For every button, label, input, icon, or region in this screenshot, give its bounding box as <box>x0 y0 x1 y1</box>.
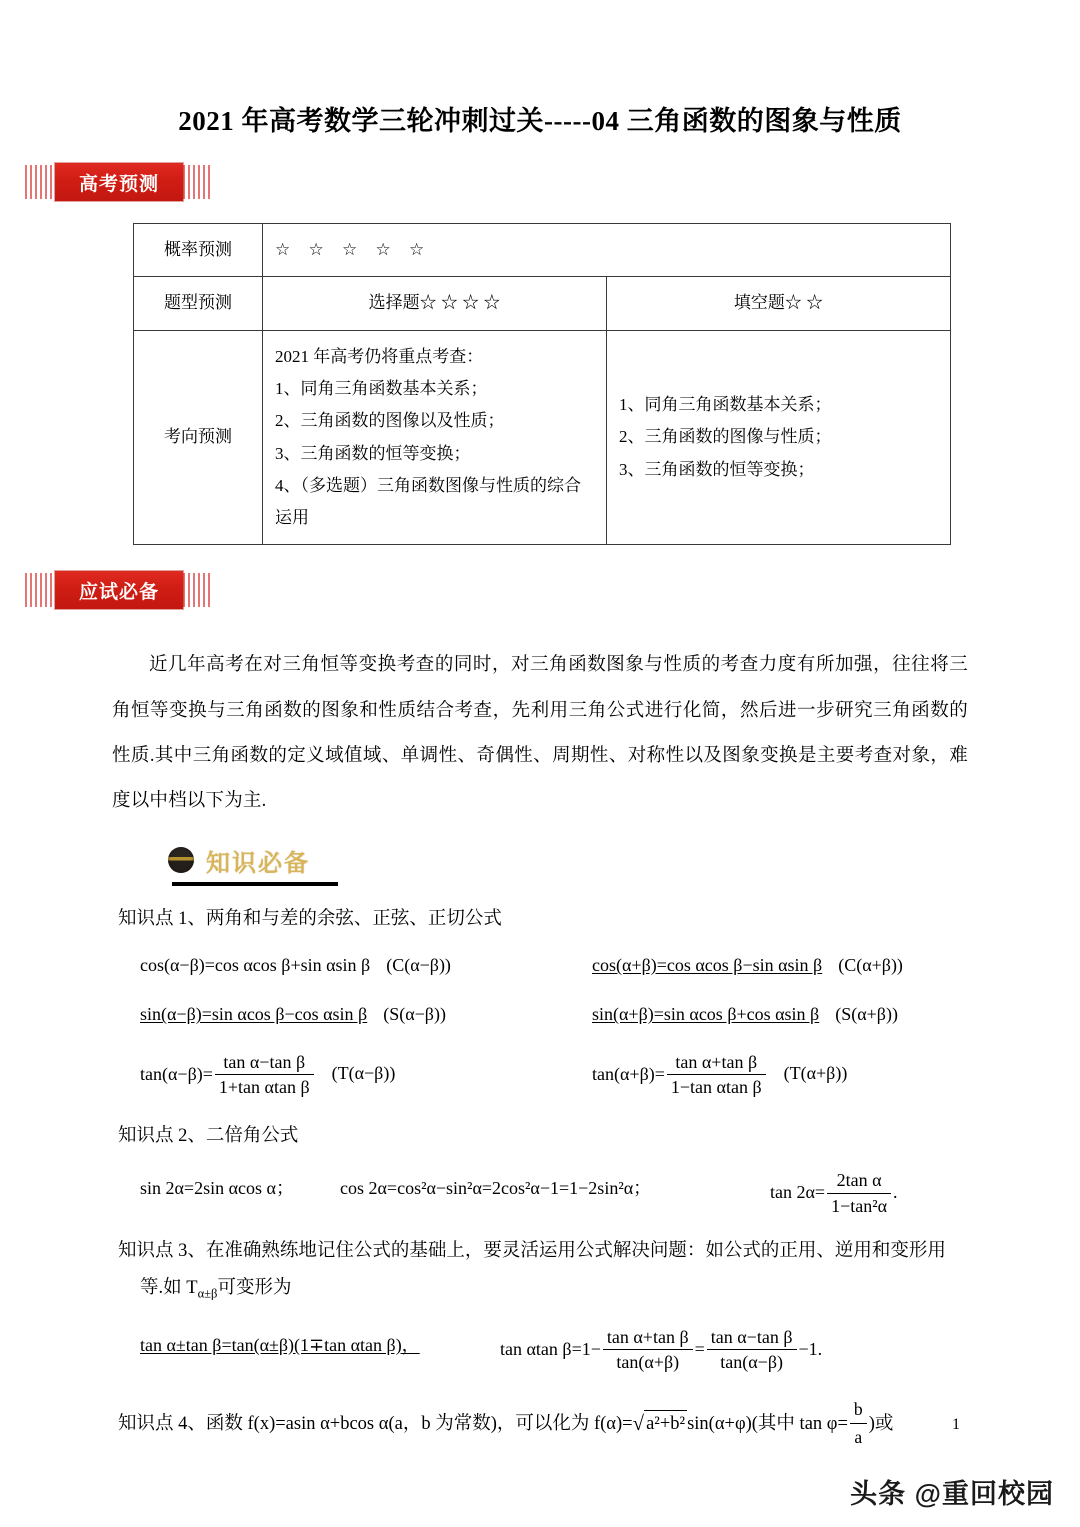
ribbon-stripes-right-icon <box>183 165 213 199</box>
kp2-formula-row <box>118 1168 1080 1218</box>
list-item: 4、（多选题）三角函数图像与性质的综合运用 <box>275 475 581 528</box>
kp3-heading-line2-post: 可变形为 <box>217 1278 292 1299</box>
knowledge-section-header <box>168 843 338 886</box>
essentials-badge-row <box>0 545 1080 609</box>
formula-tan-minus-tag: (T(α−β)) <box>331 1063 396 1084</box>
formula-tan2a-lhs: tan 2α= <box>770 1182 826 1203</box>
formula-tan-product-end: −1. <box>798 1338 823 1359</box>
list-item: 1、同角三角函数基本关系； <box>619 395 832 415</box>
cell-direction-label: 考向预测 <box>134 330 263 545</box>
kp1-formula-row-sin <box>118 994 1080 1035</box>
kp4-fraction <box>850 1396 867 1450</box>
kp1-formula-row-cos <box>118 945 1080 986</box>
knowledge-point-1 <box>0 902 1080 1100</box>
fraction-denominator: 1−tan αtan β <box>667 1074 766 1099</box>
table-row <box>134 277 951 330</box>
fraction-denominator: 1−tan²α <box>827 1193 891 1218</box>
kp3-heading-subscript: α±β <box>197 1286 218 1301</box>
formula-sin2a: sin 2α=2sin αcos α； <box>140 1178 294 1199</box>
formula-tan-plus <box>592 1050 1080 1100</box>
formula-cos2a: cos 2α=cos²α−sin²α=2cos²α−1=1−2sin²α； <box>340 1178 652 1199</box>
knowledge-point-2 <box>0 1119 1080 1218</box>
formula-cos-plus-tag: (C(α+β)) <box>838 954 903 975</box>
fraction-numerator: tan α+tan β <box>606 1326 689 1347</box>
formula-cos-minus-tag: (C(α−β)) <box>386 954 451 975</box>
cell-probability-stars: ☆ ☆ ☆ ☆ ☆ <box>263 224 951 277</box>
fraction-denominator: tan(α−β) <box>707 1349 797 1374</box>
fraction-denominator: tan(α+β) <box>603 1349 693 1374</box>
ribbon-stripes-left-icon <box>25 165 55 199</box>
page-number: 1 <box>952 1416 960 1433</box>
badge-exam-essentials-label: 应试必备 <box>55 571 183 609</box>
kp3-heading-line1: 知识点 3、在准确熟练地记住公式的基础上，要灵活运用公式解决问题：如公式的正用、逆用和变形用 <box>118 1240 946 1261</box>
formula-tan-sum-variant-expr: tan α±tan β=tan(α±β)(1∓tan αtan β)， <box>140 1334 420 1355</box>
prediction-table <box>133 223 951 545</box>
formula-tan-product-fraction-1 <box>603 1325 693 1375</box>
formula-tan-product-fraction-2 <box>707 1325 797 1375</box>
table-row <box>134 330 951 545</box>
fraction-denominator: 1+tan αtan β <box>215 1074 314 1099</box>
formula-sin-plus <box>592 994 1080 1035</box>
formula-tan2a-period: . <box>893 1182 898 1203</box>
formula-cos-plus-expr: cos(α+β)=cos αcos β−sin αsin β <box>592 954 823 975</box>
kp2-heading: 知识点 2、二倍角公式 <box>118 1126 299 1147</box>
kp3-formula-row <box>118 1325 1080 1375</box>
list-item: 3、三角函数的恒等变换； <box>619 459 815 479</box>
cell-choice-items <box>263 330 607 545</box>
formula-tan-plus-tag: (T(α+β)) <box>783 1063 848 1084</box>
cell-question-type-choice: 选择题☆ ☆ ☆ ☆ <box>263 277 607 330</box>
formula-tan-plus-fraction <box>667 1050 766 1100</box>
knowledge-underline-divider <box>172 882 338 886</box>
formula-cos-minus <box>140 945 592 986</box>
formula-tan2a-fraction <box>827 1168 891 1218</box>
kp4-pre: 知识点 4、函数 f(x)=asin α+bcos α(a，b 为常数)，可以化为 f(α)= <box>118 1414 633 1435</box>
list-item: 2021 年高考仍将重点考查： <box>275 346 484 366</box>
table-row <box>134 224 951 277</box>
knowledge-point-4 <box>0 1396 1080 1450</box>
badge-exam-essentials <box>25 571 213 609</box>
page-title: 2021 年高考数学三轮冲刺过关-----04 三角函数的图象与性质 <box>178 106 902 136</box>
ribbon-stripes-left-icon <box>25 573 55 607</box>
list-item: 1、同角三角函数基本关系； <box>275 378 488 398</box>
fraction-numerator: b <box>853 1399 863 1420</box>
prediction-badge-row <box>0 139 1080 201</box>
list-item: 2、三角函数的图像与性质； <box>619 427 832 447</box>
fraction-numerator: tan α−tan β <box>223 1051 306 1072</box>
formula-tan-minus <box>140 1050 592 1100</box>
kp1-formula-row-tan <box>118 1050 1080 1100</box>
ribbon-stripes-right-icon <box>183 573 213 607</box>
formula-cos-plus <box>592 945 1080 986</box>
cell-question-type-label: 题型预测 <box>134 277 263 330</box>
essay-paragraph: 近几年高考在对三角恒等变换考查的同时，对三角函数图象与性质的考查力度有所加强，往往将三角恒等变换与三角函数的图象和性质结合考查，先利用三角公式进行化简，然后进一步研究三角函数的性质.其中三角函数的定义域值域、单调性、奇偶性、周期性、对称性以及图象变换是主要考查对象，难度以中档以下为主. <box>112 655 968 812</box>
formula-sin-minus-tag: (S(α−β)) <box>383 1004 446 1025</box>
fraction-numerator: tan α−tan β <box>710 1326 793 1347</box>
badge-prediction <box>25 163 213 201</box>
formula-cos-minus-expr: cos(α−β)=cos αcos β+sin αsin β <box>140 954 371 975</box>
dark-circle-icon <box>168 847 194 873</box>
formula-sin-minus-expr: sin(α−β)=sin αcos β−cos αsin β <box>140 1004 368 1025</box>
cell-probability-label: 概率预测 <box>134 224 263 277</box>
cell-question-type-fill: 填空题☆ ☆ <box>607 277 951 330</box>
kp4-post: )或 <box>868 1414 894 1435</box>
badge-prediction-label: 高考预测 <box>55 163 183 201</box>
knowledge-section-title: 知识必备 <box>206 849 310 877</box>
formula-tan2a <box>770 1168 898 1218</box>
formula-tan-product-variant <box>500 1325 822 1375</box>
knowledge-point-3 <box>0 1234 1080 1374</box>
formula-sin-minus <box>140 994 592 1035</box>
kp4-heading <box>118 1396 984 1450</box>
sqrt-radicand: a²+b² <box>644 1410 687 1439</box>
sqrt-icon <box>633 1410 687 1439</box>
fraction-numerator: 2tan α <box>836 1170 882 1191</box>
formula-tan-minus-lhs: tan(α−β)= <box>140 1063 213 1084</box>
formula-tan-product-lhs: tan αtan β=1− <box>500 1338 601 1359</box>
list-item: 2、三角函数的图像以及性质； <box>275 411 505 431</box>
kp3-heading-line2-pre: 等.如 T <box>140 1278 198 1299</box>
list-item: 3、三角函数的恒等变换； <box>275 443 471 463</box>
cell-fill-items <box>607 330 951 545</box>
formula-sin-plus-expr: sin(α+β)=sin αcos β+cos αsin β <box>592 1004 820 1025</box>
fraction-numerator: tan α+tan β <box>675 1051 758 1072</box>
formula-tan-minus-fraction <box>215 1050 314 1100</box>
kp3-heading-line2 <box>118 1271 984 1307</box>
fraction-denominator: a <box>850 1423 867 1450</box>
formula-tan-sum-variant <box>140 1325 500 1366</box>
kp1-heading: 知识点 1、两角和与差的余弦、正弦、正切公式 <box>118 908 502 929</box>
formula-tan-product-eq: = <box>694 1338 705 1359</box>
watermark: 头条 @重回校园 <box>850 1479 1054 1509</box>
formula-tan-plus-lhs: tan(α+β)= <box>592 1063 665 1084</box>
kp4-mid: sin(α+φ)(其中 tan φ= <box>687 1414 848 1435</box>
formula-sin-plus-tag: (S(α+β)) <box>835 1004 898 1025</box>
